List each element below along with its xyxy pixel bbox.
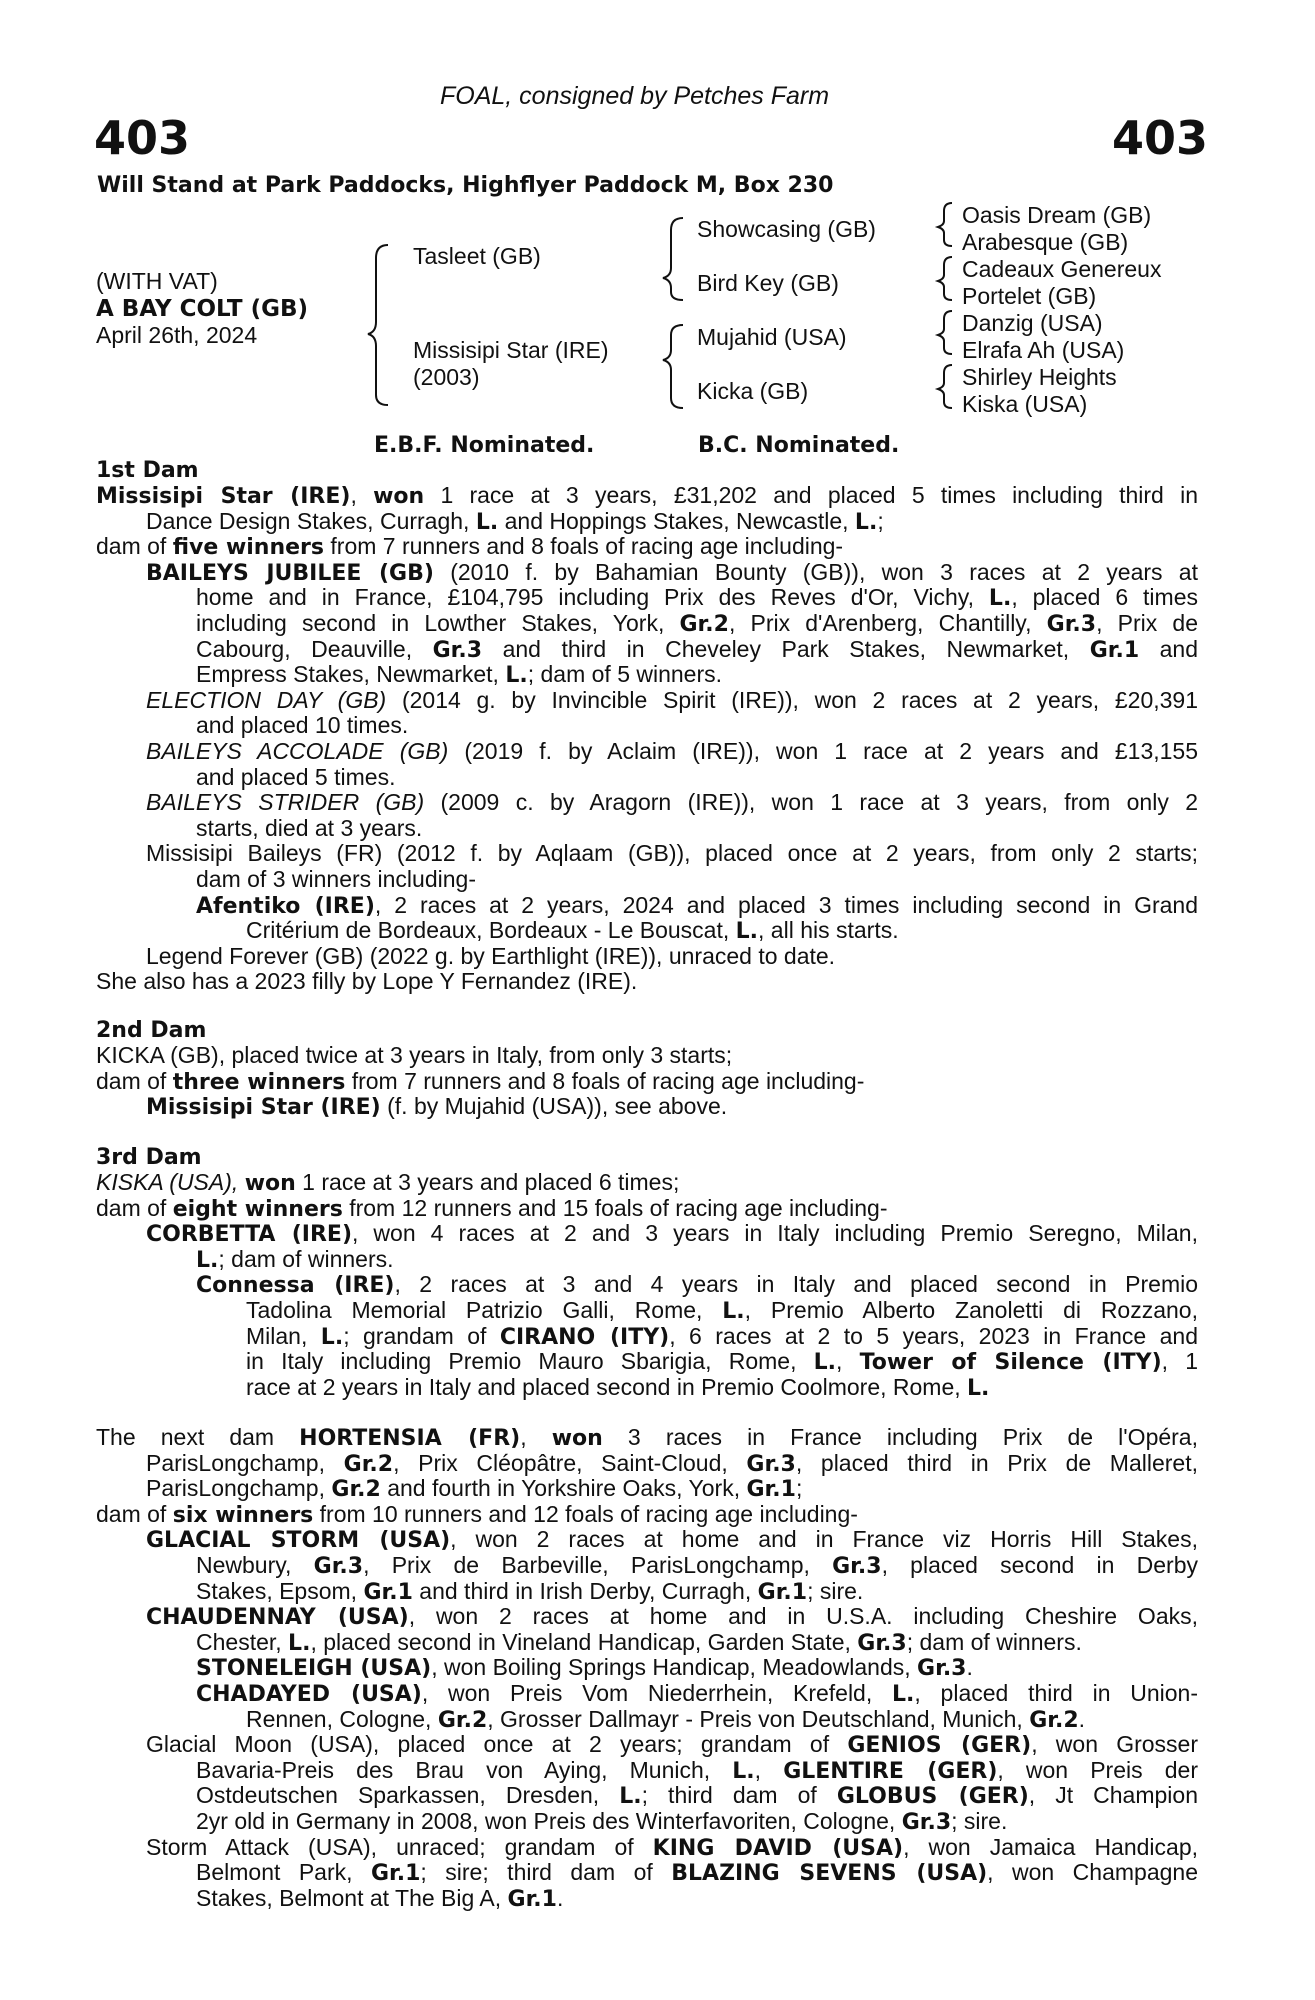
bold-text: BAILEYS JUBILEE (GB) (146, 560, 434, 586)
text-run: , Prix Cléopâtre, Saint-Cloud, (393, 1449, 747, 1476)
second-dam-heading: 2nd Dam (96, 1018, 207, 1043)
text-run: ; dam of winners. (906, 1628, 1082, 1655)
text-run: dam of (96, 533, 173, 560)
text-line (196, 1272, 1198, 1299)
lot-number-left: 403 (94, 111, 191, 165)
bold-text: won (373, 484, 425, 509)
text-run: Stakes, Epsom, (196, 1577, 364, 1604)
text-run: , (754, 1756, 784, 1783)
bold-text: eight winners (172, 1196, 343, 1222)
text-run: , Jt Champion (1028, 1782, 1198, 1809)
bold-text: CHAUDENNAY (USA) (146, 1605, 409, 1631)
text-run: and fourth in Yorkshire Oaks, York, (380, 1475, 747, 1502)
text-line (196, 1860, 1198, 1887)
text-line (196, 1579, 863, 1606)
text-run: in Italy including Premio Mauro Sbarigia, Rome, (246, 1348, 814, 1375)
text-run: Empress Stakes, Newmarket, (196, 661, 506, 688)
bold-text: Gr.2 (437, 1707, 488, 1733)
text-run: ; dam of winners. (218, 1245, 394, 1272)
text-run: from 12 runners and 15 foals of racing age including- (342, 1194, 888, 1221)
text-line (196, 1553, 1198, 1580)
text-run: ; dam of 5 winners. (527, 661, 723, 688)
ebf-nomination: E.B.F. Nominated. (374, 433, 595, 458)
text-run: , Prix d'Arenberg, Chantilly, (728, 610, 1047, 636)
text-run: , Grosser Dallmayr - Preis von Deutschland, Munich, (487, 1705, 1030, 1732)
bold-text: Gr.3 (1046, 612, 1097, 637)
text-line (196, 713, 408, 739)
foaling-date: April 26th, 2024 (96, 322, 258, 348)
bold-text: Gr.3 (746, 1451, 796, 1477)
text-line (196, 867, 476, 893)
text-run: and placed 5 times. (196, 763, 396, 790)
bold-text: L. (288, 1630, 311, 1656)
text-line (146, 1451, 1198, 1478)
text-run: Stakes, Belmont at The Big A, (196, 1884, 508, 1911)
text-run: and (1139, 635, 1199, 662)
text-line (196, 1630, 1082, 1657)
bold-text: CIRANO (ITY) (499, 1324, 670, 1350)
bold-text: HORTENSIA (FR) (299, 1426, 521, 1451)
text-run: , won 2 races at home and in France viz Horris Hill Stakes, (450, 1526, 1198, 1553)
text-run: home and in France, £104,795 including Prix des Reves d'Or, Vichy, (196, 584, 989, 611)
text-run: and third in Irish Derby, Curragh, (412, 1577, 758, 1604)
text-line (96, 1502, 858, 1529)
stand-location: Will Stand at Park Paddocks, Highflyer Paddock M, Box 230 (97, 173, 834, 198)
text-line (196, 893, 1198, 920)
bold-text: won (551, 1426, 603, 1451)
text-run: , won Champagne (987, 1859, 1198, 1886)
bold-text: Gr.3 (857, 1630, 907, 1656)
bold-text: L. (196, 1247, 219, 1273)
text-line (96, 969, 637, 995)
text-line (96, 1170, 679, 1197)
text-run: (2009 c. by Aragorn (IRE)), won 1 race at 3 years, from only 2 (424, 789, 1198, 816)
text-run: (2014 g. by Invincible Spirit (IRE)), won 2 races at 2 years, £20,391 (386, 686, 1198, 713)
ggp-6: Elrafa Ah (USA) (962, 337, 1125, 363)
text-run: , placed second in Vineland Handicap, Garden State, (310, 1628, 858, 1655)
text-run: and Hoppings Stakes, Newcastle, (498, 507, 855, 534)
text-run: . (1078, 1705, 1086, 1732)
text-line (146, 1221, 1198, 1248)
ggp-2: Arabesque (GB) (962, 229, 1129, 255)
ggp-3: Cadeaux Genereux (962, 256, 1162, 282)
text-run: Rennen, Cologne, (246, 1705, 438, 1732)
sire-sire: Showcasing (GB) (697, 216, 876, 242)
bold-text: STONELEIGH (USA) (196, 1656, 432, 1682)
text-line (246, 1324, 1198, 1351)
text-line (146, 1476, 802, 1503)
bold-text: Tower of Silence (ITY) (859, 1350, 1162, 1376)
vat-note: (WITH VAT) (96, 268, 218, 294)
bold-text: CORBETTA (IRE) (146, 1222, 352, 1248)
text-run: , placed third in Union- (914, 1680, 1198, 1706)
text-run: , won Boiling Springs Handicap, Meadowlands, (431, 1654, 918, 1681)
text-run: , (350, 482, 374, 508)
text-run: race at 2 years in Italy and placed second in Premio Coolmore, Rome, (246, 1373, 968, 1400)
text-run: Missisipi Baileys (FR) (2012 f. by Aqlaam (GB)), placed once at 2 years, from only 2 starts; (146, 840, 1198, 867)
bold-text: BLAZING SEVENS (USA) (671, 1861, 988, 1887)
text-run: from 7 runners and 8 foals of racing age including- (345, 1067, 865, 1094)
bold-text: GLOBUS (GER) (836, 1784, 1029, 1810)
text-run: . (966, 1654, 973, 1681)
ggp-8: Kiska (USA) (962, 391, 1088, 417)
text-line (96, 1425, 1198, 1452)
text-line (96, 483, 1198, 510)
bold-text: L. (505, 663, 528, 689)
text-line (146, 509, 884, 536)
text-line (96, 1069, 864, 1096)
text-run: (2010 f. by Bahamian Bounty (GB)), won 3 races at 2 years at (433, 558, 1198, 585)
text-line (196, 1809, 1007, 1836)
text-line (146, 790, 1198, 816)
third-dam-heading: 3rd Dam (96, 1145, 202, 1170)
text-run: Newbury, (196, 1552, 314, 1578)
text-line (246, 1349, 1198, 1376)
text-run: ParisLongchamp, (146, 1449, 344, 1476)
bold-text: L. (320, 1324, 344, 1350)
text-run: from 7 runners and 8 foals of racing age including- (324, 533, 844, 560)
italic-text: KISKA (USA), (96, 1169, 245, 1195)
text-run: Milan, (246, 1322, 321, 1349)
ggp-7: Shirley Heights (962, 364, 1117, 390)
text-run: dam of 3 winners including- (196, 866, 476, 892)
bold-text: six winners (172, 1502, 314, 1528)
bold-text: Missisipi Star (IRE) (146, 1095, 381, 1121)
text-run: 3 races in France including Prix de l'Opéra, (602, 1424, 1198, 1450)
text-run: , placed 6 times (1011, 584, 1198, 611)
text-run: and placed 10 times. (196, 712, 409, 739)
text-line (196, 1681, 1198, 1708)
text-run: , 1 (1161, 1348, 1198, 1375)
text-run: , 2 races at 3 and 4 years in Italy and placed second in Premio (394, 1271, 1199, 1298)
ggp-5: Danzig (USA) (962, 310, 1103, 336)
text-run: , won Jamaica Handicap, (903, 1833, 1199, 1860)
text-run: and third in Cheveley Park Stakes, Newmarket, (482, 635, 1090, 662)
text-line (146, 1527, 1198, 1554)
text-run: Tadolina Memorial Patrizio Galli, Rome, (246, 1297, 723, 1323)
text-run: ; (795, 1475, 803, 1502)
text-run: , (520, 1424, 552, 1450)
dam: Missisipi Star (IRE) (413, 337, 609, 363)
italic-text: ELECTION DAY (GB) (146, 686, 387, 713)
bold-text: KING DAVID (USA) (652, 1835, 904, 1861)
text-run: , all his starts. (758, 917, 899, 944)
bold-text: GLENTIRE (GER) (783, 1758, 998, 1784)
text-run: Legend Forever (GB) (2022 g. by Earthlight (IRE)), unraced to date. (146, 942, 836, 969)
bold-text: Gr.1 (507, 1886, 557, 1912)
bold-text: Connessa (IRE) (196, 1273, 395, 1299)
text-run: (2019 f. by Aclaim (IRE)), won 1 race at 2 years and £13,155 (448, 738, 1198, 764)
text-run: including second in Lowther Stakes, York, (196, 610, 680, 636)
bold-text: three winners (172, 1069, 346, 1095)
text-run: ; sire. (807, 1577, 864, 1604)
text-run: ; third dam of (641, 1782, 837, 1809)
text-line (146, 560, 1198, 587)
text-run: Critérium de Bordeaux, Bordeaux - Le Bouscat, (246, 917, 736, 944)
bold-text: GLACIAL STORM (USA) (146, 1528, 451, 1554)
dam-sire: Mujahid (USA) (697, 324, 847, 350)
text-run: ; grandam of (343, 1322, 500, 1349)
dam-dam: Kicka (GB) (697, 378, 809, 404)
text-line (246, 1375, 989, 1402)
text-run: , won Grosser (1031, 1731, 1199, 1758)
bold-text: CHADAYED (USA) (196, 1682, 422, 1707)
text-line (146, 1094, 727, 1121)
text-run: dam of (96, 1194, 173, 1221)
text-run: ; (877, 507, 884, 534)
bold-text: Gr.2 (679, 612, 729, 637)
bold-text: L. (735, 919, 759, 945)
bold-text: Gr.1 (363, 1579, 413, 1605)
text-line (146, 688, 1198, 714)
text-line (196, 611, 1198, 638)
text-run: , 2 races at 2 years, 2024 and placed 3 times including second in Grand (374, 891, 1198, 918)
bold-text: L. (988, 586, 1012, 612)
text-run: 1 race at 3 years and placed 6 times; (295, 1169, 680, 1195)
text-run: , won 4 races at 2 and 3 years in Italy including Premio Seregno, Milan, (352, 1220, 1198, 1247)
text-run: starts, died at 3 years. (196, 814, 423, 841)
dam-year: (2003) (413, 364, 480, 390)
bold-text: Gr.1 (370, 1861, 421, 1887)
text-line (146, 739, 1198, 765)
text-run: 1 race at 3 years, £31,202 and placed 5 times including third in (424, 482, 1198, 508)
text-run: KICKA (GB), placed twice at 3 years in Italy, from only 3 starts; (96, 1042, 733, 1068)
text-line (246, 1298, 1198, 1325)
text-run: ParisLongchamp, (146, 1475, 332, 1502)
consignment-line: FOAL, consigned by Petches Farm (440, 82, 830, 110)
bold-text: L. (475, 509, 499, 535)
sire-dam: Bird Key (GB) (697, 270, 839, 296)
bold-text: L. (854, 509, 878, 535)
text-run: Chester, (196, 1628, 289, 1655)
text-line (196, 1886, 563, 1913)
text-line (196, 1783, 1198, 1810)
text-line (196, 816, 422, 842)
bold-text: Gr.3 (832, 1554, 882, 1579)
bold-text: Gr.3 (313, 1554, 364, 1579)
bold-text: Gr.2 (331, 1477, 381, 1503)
text-line (146, 944, 835, 970)
text-run: Glacial Moon (USA), placed once at 2 years; grandam of (146, 1731, 848, 1758)
text-run: dam of (96, 1500, 173, 1527)
bold-text: Gr.3 (901, 1810, 952, 1835)
text-line (196, 765, 395, 791)
text-run: . (556, 1884, 564, 1911)
text-run: (f. by Mujahid (USA)), see above. (380, 1093, 728, 1120)
bold-text: five winners (172, 535, 325, 561)
text-line (246, 1707, 1085, 1734)
text-line (96, 534, 843, 561)
bold-text: won (244, 1171, 296, 1196)
italic-text: BAILEYS STRIDER (GB) (146, 789, 425, 816)
ggp-1: Oasis Dream (GB) (962, 202, 1152, 228)
text-run: , placed third in Prix de Malleret, (795, 1449, 1198, 1476)
text-line (196, 637, 1198, 664)
text-line (196, 1655, 973, 1682)
text-run: ; sire. (951, 1808, 1008, 1834)
bold-text: L. (732, 1758, 755, 1784)
text-run: Ostdeutschen Sparkassen, Dresden, (196, 1782, 620, 1809)
bold-text: L. (619, 1784, 642, 1810)
text-run: , 6 races at 2 to 5 years, 2023 in France and (669, 1322, 1198, 1349)
bold-text: Gr.3 (917, 1656, 967, 1682)
text-line (196, 662, 722, 689)
text-run: , placed second in Derby (881, 1552, 1198, 1578)
bold-text: L. (967, 1375, 990, 1401)
text-line (196, 1247, 394, 1274)
bold-text: Afentiko (IRE) (196, 893, 375, 919)
bold-text: L. (722, 1299, 745, 1324)
bold-text: Gr.3 (432, 637, 483, 663)
bold-text: Gr.2 (343, 1451, 394, 1477)
text-run: Storm Attack (USA), unraced; grandam of (146, 1833, 653, 1860)
text-run: Cabourg, Deauville, (196, 635, 433, 662)
text-run: , (836, 1348, 860, 1375)
text-run: ; sire; third dam of (420, 1859, 672, 1886)
text-run: Dance Design Stakes, Curragh, (146, 507, 476, 534)
text-line (96, 1043, 732, 1069)
text-run: She also has a 2023 filly by Lope Y Fernandez (IRE). (96, 968, 638, 995)
first-dam-heading: 1st Dam (96, 458, 199, 483)
italic-text: BAILEYS ACCOLADE (GB) (146, 738, 449, 764)
text-run: 2yr old in Germany in 2008, won Preis des Winterfavoriten, Cologne, (196, 1808, 902, 1834)
text-line (196, 1758, 1198, 1785)
text-run: from 10 runners and 12 foals of racing age including- (313, 1500, 858, 1527)
text-line (146, 841, 1198, 867)
text-line (246, 918, 899, 945)
text-line (196, 585, 1198, 612)
sire: Tasleet (GB) (413, 243, 541, 269)
text-run: , won Preis Vom Niederrhein, Krefeld, (421, 1680, 892, 1706)
text-run: , won 2 races at home and in U.S.A. including Cheshire Oaks, (408, 1603, 1198, 1630)
subject-name: A BAY COLT (GB) (96, 296, 309, 322)
bold-text: L. (892, 1682, 915, 1707)
text-run: dam of (96, 1067, 173, 1094)
text-run: Belmont Park, (196, 1859, 371, 1886)
text-run: , won Preis der (997, 1756, 1198, 1783)
bc-nomination: B.C. Nominated. (698, 433, 900, 458)
text-line (96, 1196, 887, 1223)
text-run: , Premio Alberto Zanoletti di Rozzano, (744, 1297, 1198, 1323)
bold-text: Missisipi Star (IRE) (96, 484, 351, 509)
text-line (146, 1732, 1198, 1759)
text-run: , Prix de (1096, 610, 1198, 636)
bold-text: Gr.2 (1029, 1707, 1079, 1733)
bold-text: Gr.1 (746, 1477, 796, 1503)
bold-text: Gr.1 (1089, 637, 1140, 663)
bold-text: GENIOS (GER) (847, 1733, 1032, 1759)
bold-text: L. (813, 1350, 837, 1376)
text-line (146, 1604, 1198, 1631)
text-line (146, 1835, 1198, 1862)
text-run: Bavaria-Preis des Brau von Aying, Munich, (196, 1756, 733, 1783)
text-run: The next dam (96, 1424, 300, 1450)
bold-text: Gr.1 (757, 1579, 808, 1605)
lot-number-right: 403 (1112, 111, 1209, 165)
text-run: , Prix de Barbeville, ParisLongchamp, (363, 1552, 833, 1578)
ggp-4: Portelet (GB) (962, 283, 1097, 309)
